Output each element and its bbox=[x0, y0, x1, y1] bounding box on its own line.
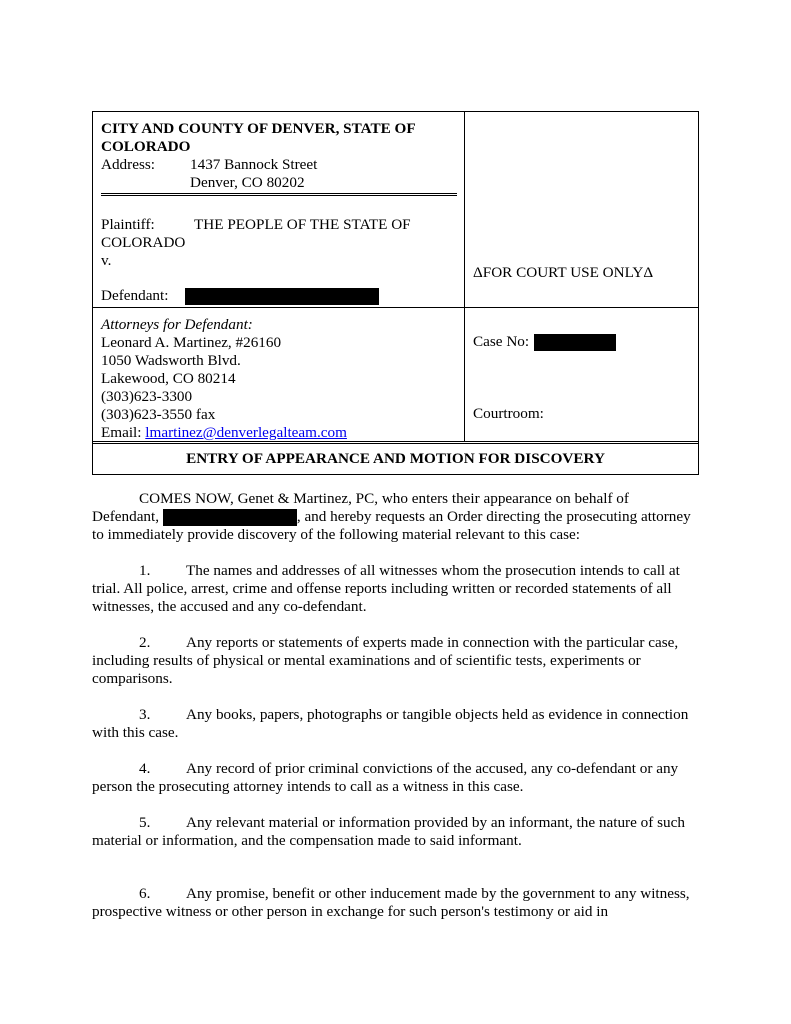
court-address-line1 bbox=[101, 156, 456, 174]
attorney-name: Leonard A. Martinez, #26160 bbox=[101, 334, 282, 351]
address-label: Address: bbox=[101, 156, 155, 173]
caption-middle-row bbox=[93, 308, 698, 444]
caption-title-row bbox=[93, 444, 698, 474]
attorney-address1: 1050 Wadsworth Blvd. bbox=[101, 352, 241, 369]
list-item: 2. Any reports or statements of experts made in connection with the particular case, including results of physical or mental examinations and of scientific tests, experiments or comparisons. bbox=[92, 634, 679, 688]
attorney-address2: Lakewood, CO 80214 bbox=[101, 370, 236, 387]
email-label: Email: bbox=[101, 424, 146, 441]
motion-body bbox=[92, 490, 698, 921]
court-use-label: ΔFOR COURT USE ONLYΔ bbox=[473, 264, 654, 281]
address-city: Denver, CO 80202 bbox=[190, 174, 305, 191]
defendant-name-redaction bbox=[185, 288, 379, 305]
list-item: 6. Any promise, benefit or other inducement made by the government to any witness, prospective witness or other person in exchange for such person's testimony or aid in bbox=[92, 885, 690, 921]
attorney-phone: (303)623-3300 bbox=[101, 388, 193, 405]
caption-top-row bbox=[93, 112, 698, 308]
intro-text-part1: COMES NOW, Genet & Martinez, PC, who enters their appearance on behalf of Defendant, bbox=[92, 490, 629, 525]
list-item: 5. Any relevant material or information provided by an informant, the nature of such material or information, and the compensation made to said informant. bbox=[92, 814, 685, 850]
attorney-info-cell bbox=[93, 308, 465, 441]
plaintiff-line bbox=[101, 216, 456, 234]
defendant-line bbox=[101, 287, 456, 305]
plaintiff-name-part2: COLORADO bbox=[101, 234, 186, 251]
court-info-cell bbox=[93, 112, 465, 307]
list-item: 3. Any books, papers, photographs or tangible objects held as evidence in connection with this case. bbox=[92, 706, 689, 742]
court-name: CITY AND COUNTY OF DENVER, STATE OF COLORADO bbox=[101, 120, 416, 155]
list-item: 4. Any record of prior criminal convictions of the accused, any co-defendant or any person the prosecuting attorney intends to call as a witness in this case. bbox=[92, 760, 679, 796]
attorney-fax: (303)623-3550 fax bbox=[101, 406, 216, 423]
list-item: 1. The names and addresses of all witnesses whom the prosecution intends to call at trial. All police, arrest, crime and offense reports including written or recorded statements of all witnesses, the accused and any co-defendant. bbox=[92, 562, 680, 616]
attorney-email-line bbox=[101, 424, 456, 442]
case-info-cell bbox=[465, 308, 698, 441]
defendant-name-redaction-body bbox=[163, 509, 297, 526]
case-caption bbox=[92, 111, 699, 475]
plaintiff-label: Plaintiff: bbox=[101, 216, 155, 233]
case-number-redaction bbox=[534, 334, 616, 351]
court-use-cell bbox=[465, 112, 698, 307]
address-street: 1437 Bannock Street bbox=[190, 156, 318, 173]
plaintiff-name-part1: THE PEOPLE OF THE STATE OF bbox=[194, 216, 411, 233]
attorneys-label: Attorneys for Defendant: bbox=[101, 316, 253, 333]
defendant-label: Defendant: bbox=[101, 287, 169, 304]
versus: v. bbox=[101, 252, 112, 269]
intro-paragraph bbox=[92, 490, 698, 544]
courtroom-label: Courtroom: bbox=[473, 405, 544, 422]
court-address-line2 bbox=[101, 174, 456, 192]
intro-text-part2: , and hereby requests an Order directing the prosecuting attorney to immediately provide discovery of the following material relevant to this case: bbox=[92, 508, 691, 544]
case-number-line bbox=[473, 333, 690, 351]
document-title: ENTRY OF APPEARANCE AND MOTION FOR DISCOVERY bbox=[186, 450, 605, 467]
email-link[interactable]: lmartinez@denverlegalteam.com bbox=[145, 424, 347, 441]
case-no-label: Case No: bbox=[473, 333, 530, 350]
